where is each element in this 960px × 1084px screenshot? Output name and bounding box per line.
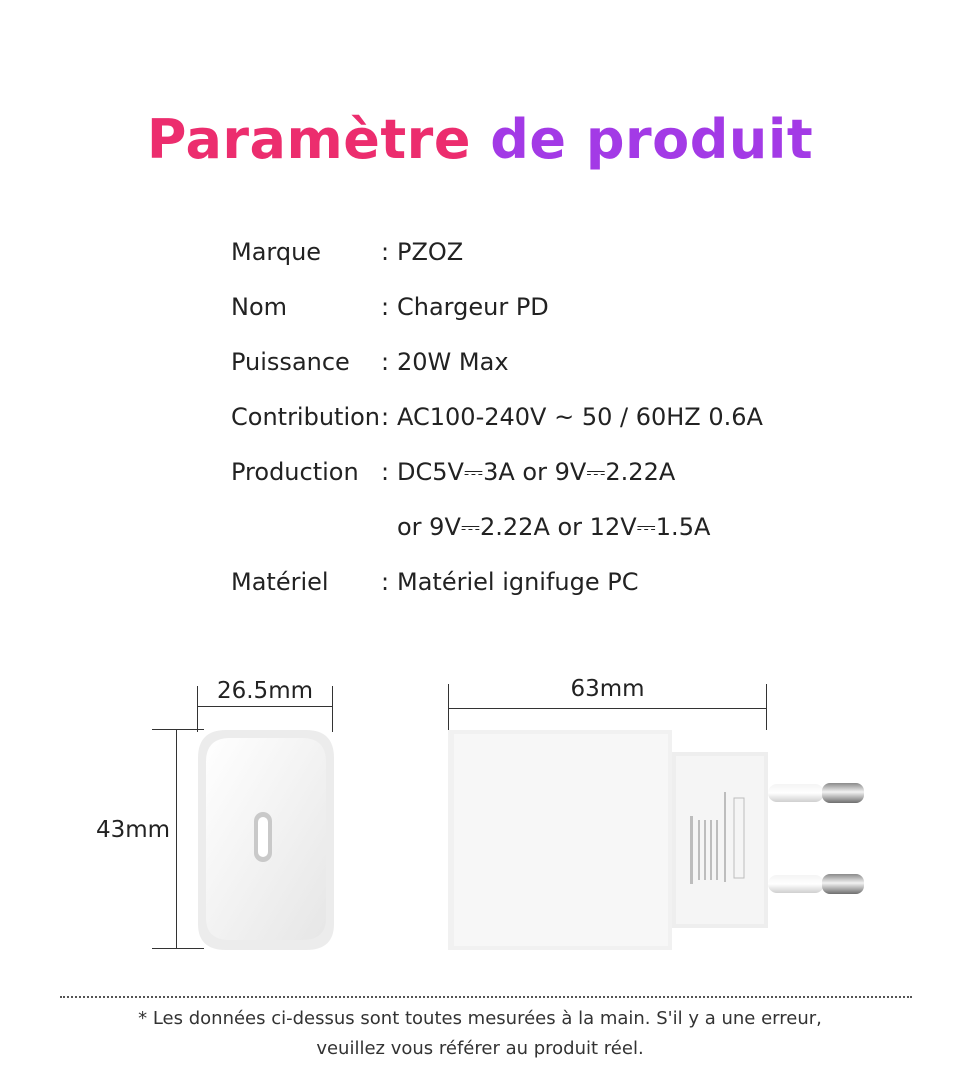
spec-label: Marque <box>231 238 322 266</box>
title-part-2: de produit <box>490 108 814 171</box>
page-title <box>0 108 960 171</box>
width-dimension-line <box>197 706 333 707</box>
charger-side-view <box>446 728 870 952</box>
charger-front-view <box>196 728 336 952</box>
spec-value: PZOZ <box>397 238 464 266</box>
title-part-1: Paramètre <box>146 108 471 171</box>
spec-value: Chargeur PD <box>397 293 549 321</box>
height-label: 43mm <box>96 817 171 843</box>
note-line-1: * Les données ci-dessus sont toutes mesurées à la main. S'il y a une erreur, <box>138 1008 822 1029</box>
spec-label: Matériel <box>231 568 329 596</box>
spec-label: Nom <box>231 293 288 321</box>
spec-colon: : <box>381 348 390 376</box>
height-dimension-line <box>176 729 177 949</box>
spec-label: Puissance <box>231 348 350 376</box>
spec-value: DC5V⎓3A or 9V⎓2.22A <box>397 458 676 486</box>
spec-value: AC100-240V ~ 50 / 60HZ 0.6A <box>397 403 763 431</box>
spec-label: Production <box>231 458 359 486</box>
front-width-label: 26.5mm <box>216 678 314 704</box>
spec-colon: : <box>381 458 390 486</box>
spec-label: Contribution <box>231 403 381 431</box>
spec-value: Matériel ignifuge PC <box>397 568 639 596</box>
length-dimension-line <box>448 708 767 709</box>
side-length-label: 63mm <box>570 676 645 702</box>
spec-colon: : <box>381 403 390 431</box>
spec-value: or 9V⎓2.22A or 12V⎓1.5A <box>397 513 711 541</box>
spec-colon: : <box>381 238 390 266</box>
divider <box>60 996 912 998</box>
spec-colon: : <box>381 293 390 321</box>
spec-colon: : <box>381 568 390 596</box>
spec-value: 20W Max <box>397 348 509 376</box>
note-line-2: veuillez vous référer au produit réel. <box>316 1038 644 1059</box>
